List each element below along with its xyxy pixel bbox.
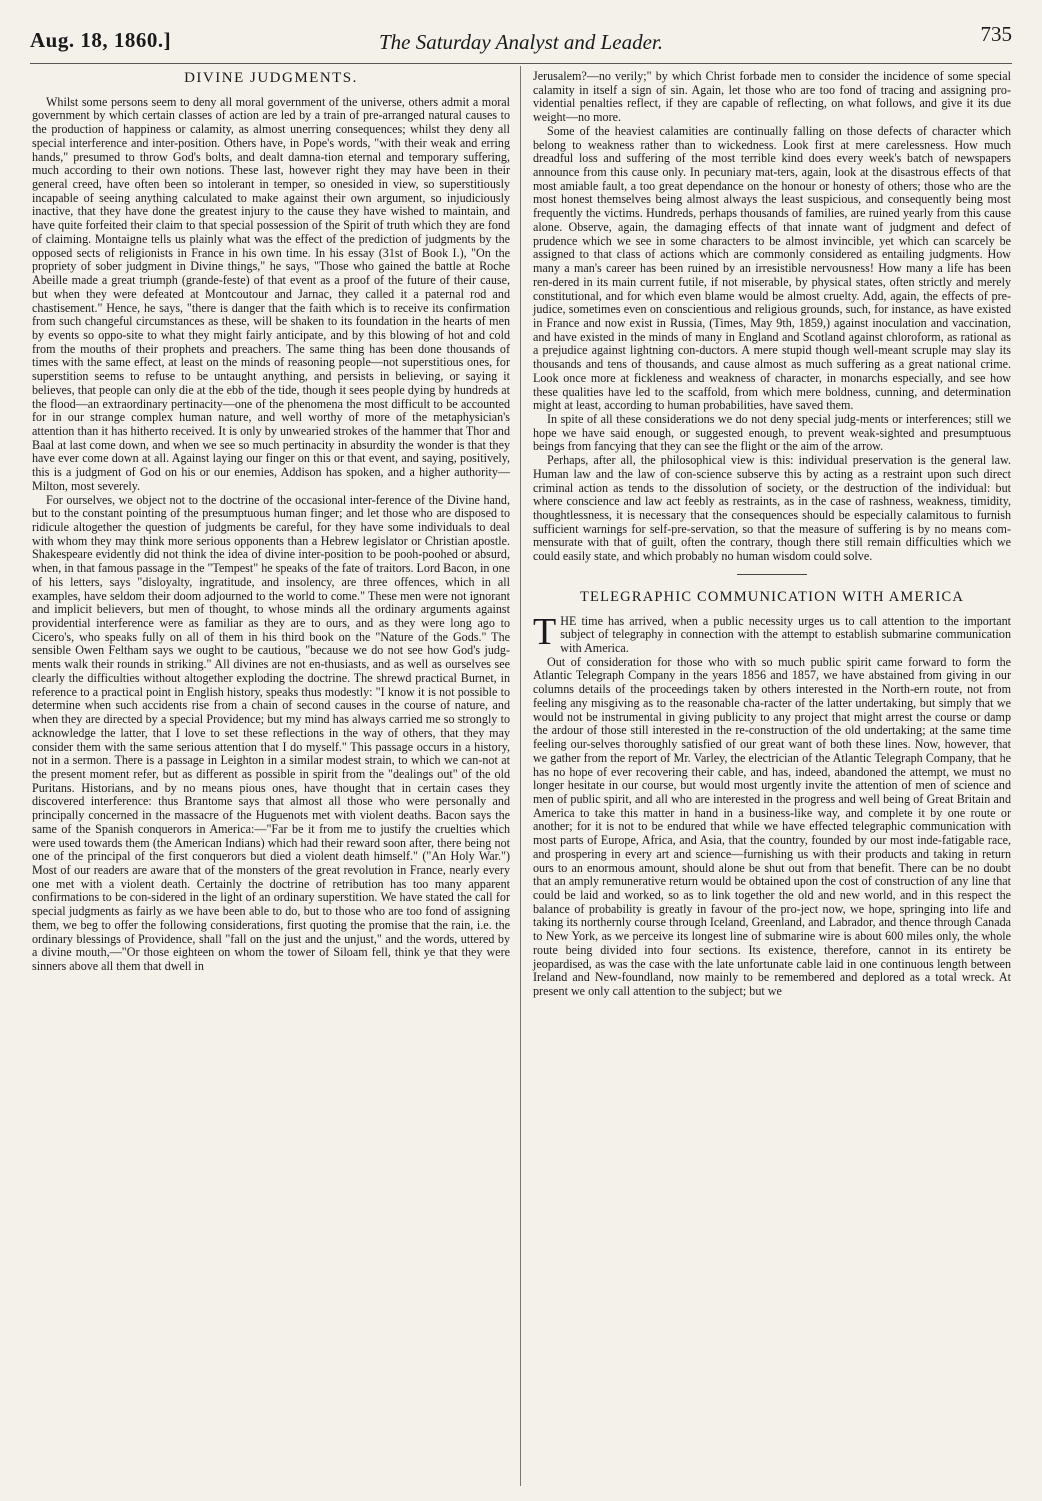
- telegraph-first-text: HE time has arrived, when a public necessity urges us to call attention to the important subject of telegraphy in connection with the attempt to establish submarine communication with America.: [560, 613, 1011, 656]
- divine-paragraph: For ourselves, we object not to the doctrine of the occasional inter-ference of the Divine hand, but to the constant pointing of the presumptuous human finger; and let those who are disposed to ridicule altogether the question of judgments be careful, for they have some individuals to deal with whom they may think more serious opponents than a Hebrew legislator or Christian apostle. Shakespeare evidently did not think the idea of divine inter-position to be pooh-poohed or absurd, when, in that famous passage in the "Tempest" he speaks of the fate of traitors. Lord Bacon, in one of his letters, says "disloyalty, ingratitude, and insolency, are three offences, which in all examples, have seldom their doom adjourned to the world to come." These men were not ignorant and implicit believers, but men of thought, to whose minds all the ordinary arguments against providential interference were as familiar as they are to ours, and as they were long ago to Cicero's, who speaks fully on all of them in his third book on the "Nature of the Gods." The sensible Owen Feltham says we ought to be cautious, "because we do not see how God's judg-ments walk their rounds in striking." All divines are not en-thusiasts, and as well as ourselves see clearly the difficulties without altogether exploding the doctrine. The shrewd practical Burnet, in reference to a practical point in English history, speaks thus modestly: "I know it is not possible to determine when such accidents rise from a chain of second causes in the course of nature, and when they are directed by a special Providence; but my mind has always carried me so strongly to acknowledge the latter, that I love to set these reflections in the way of others, that they may consider them with the same serious attention that I do myself." This passage occurs in a history, not in a sermon. There is a passage in Leighton in a similar modest strain, to which we can-not at the present moment refer, but as different as possible in spirit from the "dealings out" of the old Puritans. Historians, and by no means pious ones, have thought that in certain cases they discovered interference: thus Brantome says that almost all those who were personally and principally concerned in the massacre of the Huguenots met with violent deaths. Bacon says the same of the Spanish conquerors in America:—"Far be it from me to justify the cruelties which were used towards them (the American Indians) which had their reward soon after, there being not one of the principal of the first conquerors but died a violent death himself." ("An Holy War.") Most of our readers are aware that of the monsters of the great revolution in France, nearly every one met with a violent death. Certainly the doctrine of retribution has too many apparent confirmations to be con-sidered in the light of an ordinary superstition. We have stated the call for special judgments as fairly as we have been able to do, but to those who are too fond of assigning them, we beg to offer the following considerations, first quoting the promise that the rain, i.e. the ordinary blessings of Providence, shall "fall on the just and the unjust," and the words, uttered by a divine mouth,—"Or those eighteen on whom the tower of Siloam fell, think ye that they were sinners above all them that dwell in: [32, 492, 510, 973]
- divine-paragraph: Some of the heaviest calamities are continually falling on those defects of character which belong to weakness rather than to wickedness. Look first at mere carelessness. How much dreadful loss and suffering of the most terrible kind does every week's batch of newspapers announce from this cause only. In pecuniary mat-ters, again, look at the disastrous effects of that most amiable fault, a too great dependance on the honour or honesty of others; those who are the most honest themselves being almost always the least suspicious, and consequently being most frequently the victims. Hundreds, perhaps thousands of families, are ruined yearly from this cause alone. Observe, again, the damaging effects of that innate want of judgment and defect of prudence which we see in some characters to be almost invincible, yet which can scarcely be assigned to that class of actions which are commonly considered as entailing judgments. How many a man's career has been ruined by an irresistible nervousness! How many a life has been ren-dered in its main current futile, if not miserable, by physical states, often strictly and merely constitutional, and for which even blame would be almost cruelty. Add, again, the effects of pre-judice, sometimes even on conscientious and religious grounds, such, for instance, as have existed in France and now exist in Russia, (Times, May 9th, 1859,) against inoculation and vaccination, and have existed in the minds of many in England and Scotland against chloroform, as rational as a prejudice against lightning con-ductors. A mere stupid though well-meant scruple may slay its thousands and tens of thousands, and cause almost as much suffering as a great national crime. Look once more at fickleness and weakness of character, in monarchs especially, and see how these qualities have led to the scaffold, from which mere boldness, cunning, and determination might at least, according to human probabilities, have saved them.: [533, 123, 1011, 413]
- section-separator: [737, 574, 807, 575]
- telegraph-first-paragraph: [533, 610, 1011, 656]
- column-divider: [520, 66, 521, 1486]
- divine-judgments-heading: DIVINE JUDGMENTS.: [184, 70, 358, 86]
- publication-title: The Saturday Analyst and Leader.: [378, 30, 664, 54]
- telegraph-paragraph: Out of consideration for those who with so much public spirit came forward to form the Atlantic Telegraph Company in the years 1856 and 1857, we have abstained from giving in our columns details of the proceedings taken by others interested in the North-ern route, not from feeling any misgiving as to the reasonable cha-racter of the latter undertaking, but simply that we would not be instrumental in giving publicity to any project that might arrest the course or damp the ardour of those still interested in the re-construction of the old undertaking; at the same time feeling our-selves thoroughly satisfied of our great want of both these lines. Now, however, that we gather from the report of Mr. Varley, the electrician of the Atlantic Telegraph Company, that he has no hope of ever recovering their cable, and has, indeed, abandoned the attempt, we must no longer hesitate in our course, but would most urgently invite the attention of men of science and men of public spirit, and all who are interested in the progress and well being of Great Britain and America to take this matter in hand in a business-like way, and complete it by one route or another; for it is not to be endured that while we have effected telegraphic communication with most parts of Europe, Africa, and Asia, that the country, founded by our most inde-fatigable race, and prospering in every art and science—furnishing us with their products and taking in return ours to an enormous amount, should alone be shut out from that benefit. There can be no doubt that an amply remunerative return would be obtained upon the cost of construction of any line that could be laid and worked, so as to link together the old and new world, and in this respect the balance of probability is greatly in favour of the pro-ject now, we hope, springing into life and taking its northernly course through Iceland, Greenland, and Labrador, and thence through Canada to New York, as we perceive its longest line of submarine wire is about 600 miles only, the whole route being divided into four sections. Its existence, therefore, cannot in its entirety be jeopardised, as was the case with the late unfortunate cable laid in one continuous length between Ireland and New-foundland, now mainly to be remembered and deplored as a total wreck. At present we only call attention to the subject; but we: [533, 654, 1011, 998]
- divine-paragraph: In spite of all these considerations we do not deny special judg-ments or interferences; still we hope we have said enough, or suggested enough, to prevent weak-sighted and presumptuous beings from fancying that they can see the flight or the aim of the arrow.: [533, 411, 1011, 454]
- divine-paragraph: Whilst some persons seem to deny all moral government of the universe, others admit a moral government by which certain classes of action are led by a train of pre-arranged natural causes to the production of happiness or calamity, as almost unerring consequences; whilst they deny all special interference and inter-position. Others have, in Pope's words, "with their weak and erring hands," presumed to throw God's bolts, and dealt damna-tion eternal and temporary suffering, much according to their own notions. These last, however right they may have been in their general creed, have often been so intolerant in temper, so onesided in view, so superstitiously incapable of seeing anything calculated to make against their own argument, so injudiciously inactive, that they have done the greatest injury to the cause they have wished to maintain, and have quite forfeited their claim to that special possession of the Spirit of truth which they are fond of claiming. Montaigne tells us plainly what was the effect of the prediction of judgments by the opposed sects of religionists in France in his own time. In his essay (31st of Book I.), "On the propriety of sober judgment in Divine things," he says, "Those who gained the battle at Roche Abeille made a great triumph (grande-feste) of that event as a proof of the future of their cause, but when they were defeated at Montcoutour and Jarnac, they called it a paternal rod and chastisement." Hence, he says, "there is danger that the faith which is to receive its confirmation from such changeful circumstances as these, will be shaken to its foundation in the hearts of men by events so oppo-site to what they might fairly anticipate, and by this blowing of hot and cold from the mouths of their prophets and preachers. The same thing has been done thousands of times with the same effect, at least on the minds of reasoning people—not superstitious ones, for superstition seems to refuse to be untaught anything, and persists in believing, or saying it believes, that people can only die at the ebb of the tide, though it sees people dying by hundreds at the flood—an extraordinary pertinacity—one of the phenomena the most difficult to be accounted for in our strange complex human nature, and well worthy of more of the metaphysician's attention than it has hitherto received. It is only by unwearied strokes of the hammer that Thor and Baal at last come down, and when we see so much pertinacity in absurdity the wonder is that they have ever come down at all. Against laying our finger on this or that event, and saying, positively, this is a judgment of God on his or our enemies, Addison has spoken, and a higher authority—Milton, most severely.: [32, 94, 510, 493]
- divine-paragraph: Perhaps, after all, the philosophical view is this: individual preservation is the general law. Human law and the law of con-science subserve this by acting as a restraint upon such direct criminal action as tends to the dissolution of society, or the destruction of the individual: but where conscience and law act feebly as restraints, as in the case of rashness, weakness, timidity, thoughtlessness, it is necessary that the consequences should be especially calamitous to furnish sufficient warnings for self-pre-servation, so that the measure of suffering is by no means com-mensurate with that of guilt, often the contrary, though there still remain difficulties which we could easily state, and which probably no human wisdom could solve.: [533, 453, 1011, 564]
- issue-date: Aug. 18, 1860.]: [30, 28, 172, 52]
- page-header: [30, 22, 1012, 62]
- right-column: [533, 70, 1011, 999]
- drop-cap: T: [533, 610, 557, 653]
- divine-paragraph: Jerusalem?—no verily;" by which Christ forbade men to consider the incidence of some special calamity in itself a sign of sin. Again, let those who are too fond of tracing and assigning pro-vidential penalties reflect, if they are capable of reflecting, on what follows, and give it its due weight—no more.: [533, 69, 1011, 125]
- telegraph-heading: TELEGRAPHIC COMMUNICATION WITH AMERICA: [579, 588, 965, 605]
- page-number: 735: [980, 22, 1012, 46]
- header-rule: [30, 63, 1012, 64]
- left-column: [32, 70, 510, 974]
